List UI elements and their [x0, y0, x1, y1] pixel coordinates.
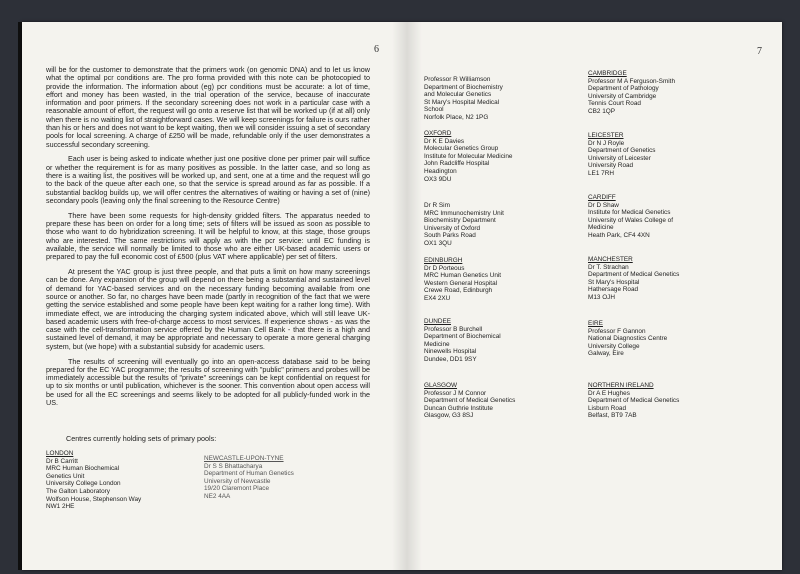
city-name: CARDIFF	[588, 194, 616, 201]
paragraph: Each user is being asked to indicate whether just one positive clone per primer pair will suffice or whether the requirement is for as many positives as possible. In the latter case, and so long as there is a waiting list, the positives will be worked up, and sent, one at a time and the request will go to the back of the queue after each one, so that the service is spread around as far as possible. If a substantial backlog builds up, we will offer centres the alternatives of waiting or having a set of (nine) secondary pools (leaving only the final screening to the Resource Centre)	[46, 154, 370, 205]
address-manchester: MANCHESTER Dr T. Strachan Department of Medical Genetics St Mary's Hospital Hathersage Road M13 OJH	[588, 256, 680, 301]
paragraph: The results of screening will eventually go into an open-access database said to be being prepared for the EC YAC programme; the results of screening with "public" primers and probes will be immediately accessible but the results of "private" screenings can be kept confidential on request for up to six months or until publication, whichever is the sooner. This convention about open access will be used for all the EC screenings and seems likely to be adopted for all publicly-funded work in the US.	[46, 356, 370, 407]
address-london: LONDON Dr B Carritt MRC Human Biochemical Genetics Unit University College London The Galton Laboratory Wolfson House, Stephenson Way NW1 2HE	[46, 450, 142, 511]
address-glasgow: GLASGOW Professor J M Connor Department of Medical Genetics Duncan Guthrie Institute Glasgow, G3 8SJ	[424, 382, 516, 420]
city-name: OXFORD	[424, 130, 452, 137]
city-name: EDINBURGH	[424, 257, 463, 264]
centres-heading: Centres currently holding sets of primary pools:	[66, 434, 217, 443]
paragraph: will be for the customer to demonstrate that the primers work (on genomic DNA) and to let us know what the optimal pcr conditions are. The pro forma provided with this note can be photocopied to provide the information. The information about (eg) pcr conditions must be accurate: a lot of time, effort and money has been wasted, in the trial operation of the service, because of inaccurate information and poor primers. If the secondary screening does not work in a particular case with a reasonable amount of effort, the request will go onto a reserve list that will be worked up (if at all) only when there is no waiting list of straightforward cases. We will keep screenings for failure is ours rather than his or hers and does not want to be kept waiting, then we will consider issuing a set of secondary pools for local screening. A charge of £250 will be made, refundable only if the user demonstrates a successful secondary screening.	[46, 65, 370, 149]
page-number-right: 7	[757, 46, 762, 57]
body-text	[46, 66, 370, 414]
paragraph: There have been some requests for high-density gridded filters. The apparatus needed to prepare these has been on order for a long time; sets of filters will be issued as soon as possible to those who want to do hybridization screening. It will be helpful to know, at this stage, those groups who are interested. The same restrictions will apply as with the pcr service: until EC funding is available, the service will normally be limited to those who are either UK-based academic users or prepared to pay the full economic cost of £500 (plus VAT where applicable) per set of filters.	[46, 210, 370, 262]
city-name: GLASGOW	[424, 382, 458, 389]
paragraph: At present the YAC group is just three people, and that puts a limit on how many screenings can be done. Any expansion of the group will depend on there being a substantial and sustained level of demand for YAC-based services and on the necessary funding becoming available from one source or another. So far, no charges have been made (partly in recognition of the fact that we were getting the service established and some people have been kept waiting for a rather long time). With immediate effect, we are introducing the charging system indicated above, which will still leave UK-based academic users with free-of-charge access to most services. If experience shows - as was the case with the cell-transformation service offered by the Human Cell Bank - that there is a high and sustained level of demand, it may be appropriate and necessary to operate a more general charging system, but (we hope) with a substantial subsidy for academic users.	[46, 267, 370, 351]
city-name: CAMBRIDGE	[588, 70, 627, 77]
city-name: NORTHERN IRELAND	[588, 382, 654, 389]
address-eire: EIRE Professor F Gannon National Diagnostics Centre University College Galway, Eire	[588, 320, 668, 358]
address-oxford-sim: Dr R Sim MRC Immunochemistry Unit Biochemistry Department University of Oxford South Parks Road OX1 3QU	[424, 202, 504, 247]
city-name: LEICESTER	[588, 132, 624, 139]
city-name: NEWCASTLE-UPON-TYNE	[204, 455, 284, 462]
address-northern-ireland: NORTHERN IRELAND Dr A E Hughes Department of Medical Genetics Lisburn Road Belfast, BT9 7AB	[588, 382, 680, 420]
address-edinburgh: EDINBURGH Dr D Porteous MRC Human Genetics Unit Western General Hospital Crewe Road, Edinburgh EX4 2XU	[424, 257, 502, 302]
city-name: MANCHESTER	[588, 256, 633, 263]
city-name: EIRE	[588, 320, 603, 327]
address-leicester: LEICESTER Dr N J Royle Department of Genetics University of Leicester University Road LE1 7RH	[588, 132, 656, 177]
address-cambridge: CAMBRIDGE Professor M A Ferguson-Smith Department of Pathology University of Cambridge Tennis Court Road CB2 1QP	[588, 70, 676, 115]
city-name: DUNDEE	[424, 318, 451, 325]
city-name: LONDON	[46, 450, 74, 457]
address-oxford: OXFORD Dr K E Davies Molecular Genetics Group Institute for Molecular Medicine John Radcliffe Hospital Headington OX3 9DU	[424, 130, 513, 183]
document-spread	[22, 22, 782, 570]
address-newcastle: NEWCASTLE-UPON-TYNE Dr S S Bhattacharya Department of Human Genetics University of Newcastle 19/20 Claremont Place NE2 4AA	[204, 455, 294, 500]
spine	[392, 22, 422, 570]
page-number-left: 6	[374, 44, 379, 55]
address-london-st-marys: Professor R Williamson Department of Biochemistry and Molecular Genetics St Mary's Hospital Medical School Norfolk Place, N2 1PG	[424, 76, 503, 121]
address-cardiff: CARDIFF Dr D Shaw Institute for Medical Genetics University of Wales College of Medicine Heath Park, CF4 4XN	[588, 194, 674, 239]
address-dundee: DUNDEE Professor B Burchell Department of Biochemical Medicine Ninewells Hospital Dundee, DD1 9SY	[424, 318, 501, 363]
